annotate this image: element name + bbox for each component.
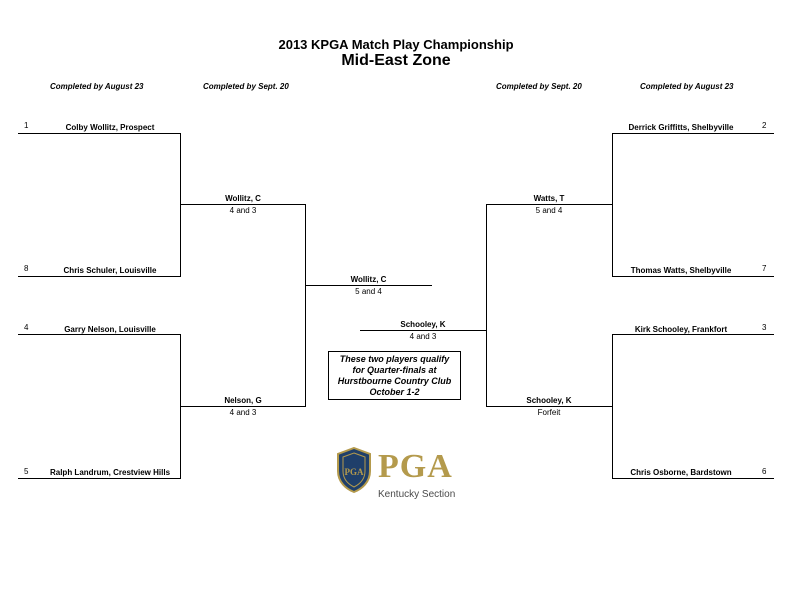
- note-line: These two players qualify: [339, 354, 450, 364]
- winner-name: Wollitz, C: [225, 194, 261, 203]
- seed-label: 2: [762, 121, 767, 130]
- player-name: Derrick Griffitts, Shelbyville: [628, 123, 734, 132]
- right-final-line: [360, 330, 486, 331]
- final-score: 4 and 3: [409, 332, 437, 341]
- seed-label: 1: [24, 121, 29, 130]
- seed-label: 7: [762, 264, 767, 273]
- note-line: Hurstbourne Country Club: [337, 376, 452, 386]
- left-r2-line-2: [180, 406, 306, 407]
- pga-logo-subtitle: Kentucky Section: [378, 489, 456, 500]
- right-r1-connector-1: [612, 133, 613, 276]
- player-name: Thomas Watts, Shelbyville: [630, 266, 732, 275]
- winner-name: Nelson, G: [224, 396, 262, 405]
- note-line: for Quarter-finals at: [352, 365, 437, 375]
- round-header-right-first: Completed by August 23: [640, 82, 734, 91]
- right-r1-line-4: [612, 478, 774, 479]
- seed-label: 5: [24, 467, 29, 476]
- pga-logo-text: PGA: [378, 448, 453, 485]
- right-r1-line-1: [612, 133, 774, 134]
- left-r1-line-2: [18, 276, 181, 277]
- pga-emblem-icon: [336, 447, 372, 493]
- player-name: Chris Schuler, Louisville: [63, 266, 157, 275]
- left-final-line: [305, 285, 432, 286]
- left-r1-line-3: [18, 334, 181, 335]
- seed-label: 3: [762, 323, 767, 332]
- qualify-note: [328, 351, 461, 400]
- match-score: 4 and 3: [229, 206, 257, 215]
- winner-name: Watts, T: [533, 194, 565, 203]
- round-header-left-second: Completed by Sept. 20: [203, 82, 289, 91]
- player-name: Ralph Landrum, Crestview Hills: [49, 468, 171, 477]
- match-score: 5 and 4: [535, 206, 563, 215]
- page-subtitle: Mid-East Zone: [341, 52, 451, 69]
- right-r2-line-2: [486, 406, 612, 407]
- round-header-right-second: Completed by Sept. 20: [496, 82, 582, 91]
- note-line: October 1-2: [369, 387, 420, 397]
- finalist-name: Schooley, K: [400, 320, 446, 329]
- round-header-left-first: Completed by August 23: [50, 82, 144, 91]
- left-r1-line-1: [18, 133, 181, 134]
- match-score: Forfeit: [537, 408, 561, 417]
- player-name: Chris Osborne, Bardstown: [630, 468, 732, 477]
- match-score: 4 and 3: [229, 408, 257, 417]
- player-name: Colby Wollitz, Prospect: [65, 123, 155, 132]
- left-r2-connector: [305, 204, 306, 406]
- right-r2-line-1: [486, 204, 612, 205]
- right-r2-connector: [486, 204, 487, 406]
- right-r1-line-3: [612, 334, 774, 335]
- finalist-name: Wollitz, C: [350, 275, 387, 284]
- left-r2-line-1: [180, 204, 306, 205]
- player-name: Kirk Schooley, Frankfort: [634, 325, 728, 334]
- seed-label: 4: [24, 323, 29, 332]
- seed-label: 6: [762, 467, 767, 476]
- right-r1-connector-2: [612, 334, 613, 478]
- page-title: 2013 KPGA Match Play Championship: [278, 37, 514, 52]
- right-r1-line-2: [612, 276, 774, 277]
- emblem-text: PGA: [344, 467, 364, 477]
- seed-label: 8: [24, 264, 29, 273]
- final-score: 5 and 4: [355, 287, 382, 296]
- winner-name: Schooley, K: [526, 396, 572, 405]
- player-name: Garry Nelson, Louisville: [64, 325, 156, 334]
- left-r1-line-4: [18, 478, 181, 479]
